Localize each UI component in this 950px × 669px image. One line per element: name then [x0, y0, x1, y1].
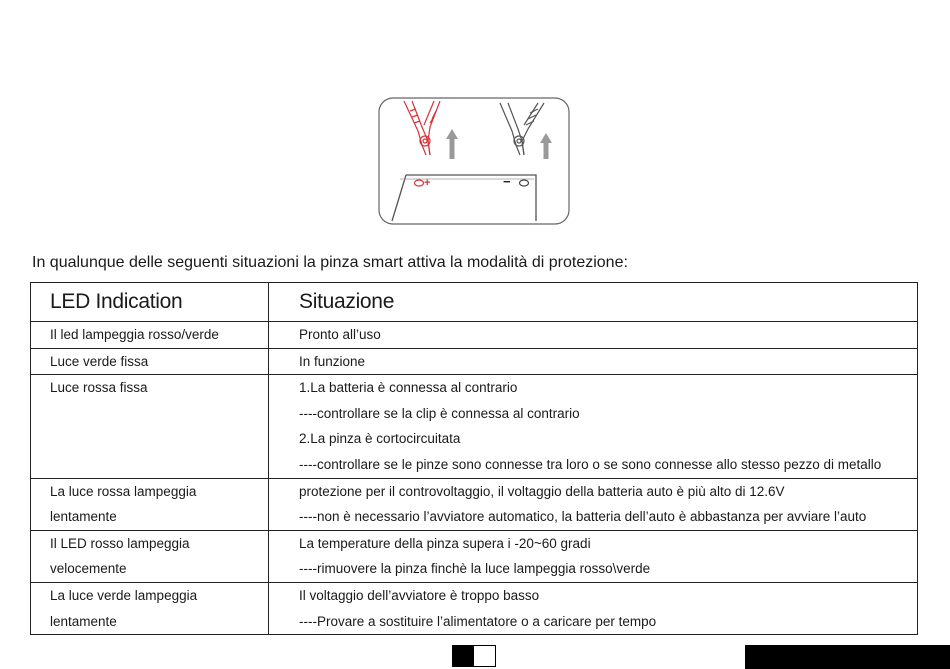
footer-bar [745, 645, 950, 669]
situation-cell: ----rimuovere la pinza finchè la luce lampeggia rosso\verde [299, 561, 651, 577]
led-cell: lentamente [50, 509, 117, 525]
up-arrow-icon [446, 129, 552, 159]
situation-cell: ----Provare a sostituire l’alimentatore o a caricare per tempo [299, 613, 657, 629]
situation-cell: ----controllare se le pinze sono connesse tra loro o se sono connesse allo stesso pezzo di metallo [299, 456, 882, 472]
positive-terminal-label: + [424, 177, 431, 189]
led-cell: Il led lampeggia rosso/verde [50, 327, 219, 342]
led-indication-table [30, 282, 918, 635]
led-cell: La luce rossa lampeggia [50, 483, 197, 499]
table-row [31, 322, 918, 349]
situation-cell: Pronto all’uso [299, 327, 381, 342]
page-marker-icon [452, 645, 496, 667]
black-clamp-icon [500, 103, 544, 155]
situation-cell: ----non è necessario l’avviatore automatico, la batteria dell’auto è abbastanza per avviare l’auto [299, 509, 867, 525]
table-header-row [31, 283, 918, 322]
led-cell: Il LED rosso lampeggia [50, 535, 190, 551]
situation-cell: In funzione [299, 353, 366, 369]
page-marker-fill [453, 646, 474, 666]
situation-cell: ----controllare se la clip è connessa al contrario [299, 405, 580, 421]
header-led-indication: LED Indication [50, 290, 183, 313]
table-row [31, 348, 918, 375]
table-row [31, 530, 918, 582]
battery-icon [392, 175, 536, 221]
table-row [31, 582, 918, 634]
clamp-removal-illustration [378, 97, 570, 225]
header-situazione: Situazione [299, 290, 395, 313]
clamp-battery-diagram [378, 97, 570, 225]
led-cell: Luce verde fissa [50, 353, 149, 369]
red-clamp-icon [404, 101, 440, 155]
led-cell: La luce verde lampeggia [50, 587, 198, 603]
situation-cell: Il voltaggio dell’avviatore è troppo basso [299, 587, 540, 603]
table-row [31, 478, 918, 530]
situation-cell: 2.La pinza è cortocircuitata [299, 431, 461, 447]
led-cell: lentamente [50, 613, 117, 629]
situation-cell: protezione per il controvoltaggio, il voltaggio della batteria auto è più alto di 12.6V [299, 483, 785, 499]
led-cell: velocemente [50, 561, 127, 577]
led-cell: Luce rossa fissa [50, 380, 148, 396]
table-row [31, 375, 918, 478]
negative-terminal-label: − [503, 174, 511, 189]
situation-cell: La temperature della pinza supera i -20~60 gradi [299, 535, 591, 551]
situation-cell: 1.La batteria è connessa al contrario [299, 380, 518, 396]
intro-text: In qualunque delle seguenti situazioni la pinza smart attiva la modalità di protezione: [32, 254, 628, 271]
